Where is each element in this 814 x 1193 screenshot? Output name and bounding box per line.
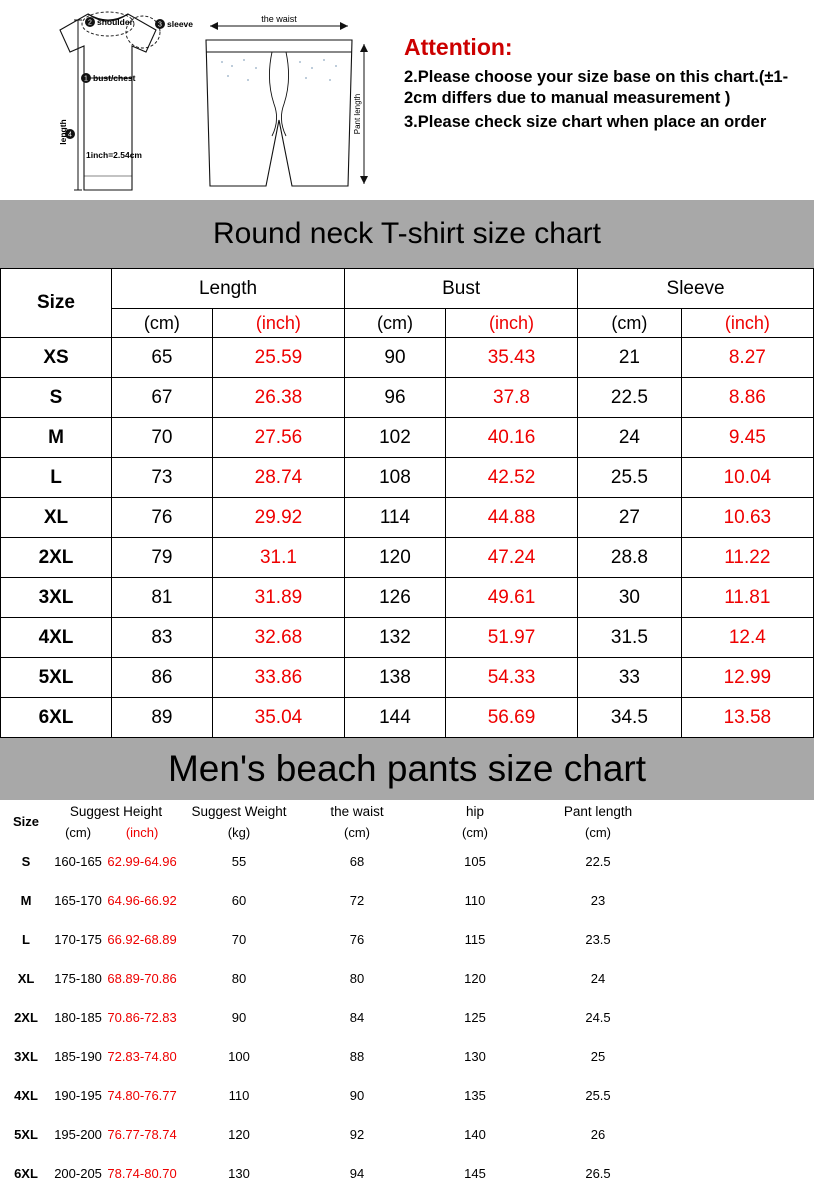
cell-sleeve-cm: 21 [578, 338, 682, 378]
cell-size: 6XL [1, 698, 112, 738]
cell-length-cm: 67 [112, 378, 213, 418]
cell-height-cm: 160-165 [54, 854, 102, 869]
svg-text:Pant length: Pant length [353, 93, 362, 135]
cell-length-inch: 32.68 [212, 618, 344, 658]
cell-sleeve-cm: 24 [578, 418, 682, 458]
cell-bust-cm: 114 [345, 498, 446, 538]
cell-hip: 145 [464, 1166, 486, 1181]
top-illustration-area [0, 0, 814, 200]
cell-length-cm: 76 [112, 498, 213, 538]
attention-title: Attention: [404, 34, 513, 60]
cell-weight: 90 [231, 1010, 247, 1025]
cell-bust-inch: 54.33 [445, 658, 577, 698]
cell-height-cm: 170-175 [54, 932, 102, 947]
cell-size: 4XL [1, 618, 112, 658]
cell-spacer [662, 881, 814, 920]
cell-waist: 92 [349, 1127, 365, 1142]
pants-unit-weight: (kg) [227, 824, 251, 840]
cell-bust-cm: 90 [345, 338, 446, 378]
pants-chart-title: Men's beach pants size chart [167, 748, 647, 789]
cell-sleeve-cm: 25.5 [578, 458, 682, 498]
cell-length-cm: 86 [112, 658, 213, 698]
cell-bust-cm: 132 [345, 618, 446, 658]
cell-weight: 130 [228, 1166, 250, 1181]
cell-height-inch: 68.89-70.86 [107, 971, 177, 986]
shirt-size-table [0, 268, 814, 738]
cell-height-inch: 74.80-76.77 [107, 1088, 177, 1103]
pants-table-row [0, 1037, 814, 1076]
cell-sleeve-inch: 12.99 [681, 658, 813, 698]
cell-hip: 125 [464, 1010, 486, 1025]
cell-length-inch: 28.74 [212, 458, 344, 498]
cell-height-cm: 200-205 [54, 1166, 102, 1181]
cell-size: M [1, 418, 112, 458]
pants-unit-length: (cm) [585, 824, 611, 840]
cell-waist: 88 [349, 1049, 365, 1064]
cell-size: 5XL [1, 658, 112, 698]
cell-spacer [662, 1076, 814, 1115]
cell-hip: 115 [464, 932, 486, 947]
pants-header-waist: the waist [330, 803, 384, 819]
cell-length-cm: 89 [112, 698, 213, 738]
cell-bust-inch: 37.8 [445, 378, 577, 418]
header-size: Size [1, 269, 112, 338]
unit-length-inch: (inch) [212, 309, 344, 338]
cell-waist: 68 [349, 854, 365, 869]
cell-height-inch: 76.77-78.74 [107, 1127, 177, 1142]
shirt-chart-title: Round neck T-shirt size chart [213, 217, 601, 250]
table-row [1, 458, 814, 498]
attention-line-2: 3.Please check size chart when place an order [404, 113, 767, 131]
cell-hip: 120 [464, 971, 486, 986]
svg-text:bust/chest: bust/chest [93, 73, 136, 83]
pants-size-table [0, 800, 814, 1193]
cell-sleeve-cm: 34.5 [578, 698, 682, 738]
shirt-chart-title-band [0, 200, 814, 268]
cell-size: L [22, 932, 30, 947]
cell-sleeve-inch: 8.86 [681, 378, 813, 418]
cell-bust-cm: 108 [345, 458, 446, 498]
cell-size: M [20, 893, 32, 908]
cell-sleeve-cm: 27 [578, 498, 682, 538]
table-row [1, 418, 814, 458]
cell-waist: 72 [349, 893, 365, 908]
cell-waist: 80 [349, 971, 365, 986]
cell-pant-length: 25.5 [585, 1088, 611, 1103]
unit-bust-cm: (cm) [345, 309, 446, 338]
pants-table-row [0, 881, 814, 920]
header-group-sleeve: Sleeve [578, 269, 814, 309]
cell-length-inch: 35.04 [212, 698, 344, 738]
cell-size: XL [17, 971, 35, 986]
pants-table-row [0, 998, 814, 1037]
cell-pant-length: 26.5 [585, 1166, 611, 1181]
cell-waist: 84 [349, 1010, 365, 1025]
cell-height-inch: 62.99-64.96 [107, 854, 177, 869]
unit-bust-inch: (inch) [445, 309, 577, 338]
table-row [1, 378, 814, 418]
cell-waist: 90 [349, 1088, 365, 1103]
cell-size: 6XL [14, 1166, 38, 1181]
cell-weight: 110 [228, 1088, 250, 1103]
table-row [1, 498, 814, 538]
pants-header-hip: hip [465, 803, 484, 819]
cell-sleeve-inch: 11.81 [681, 578, 813, 618]
cell-height-inch: 78.74-80.70 [107, 1166, 177, 1181]
cell-pant-length: 23.5 [585, 932, 611, 947]
cell-size: S [1, 378, 112, 418]
cell-length-cm: 73 [112, 458, 213, 498]
cell-height-inch: 64.96-66.92 [107, 893, 177, 908]
cell-length-cm: 70 [112, 418, 213, 458]
cell-waist: 94 [349, 1166, 365, 1181]
cell-bust-inch: 42.52 [445, 458, 577, 498]
svg-text:sleeve: sleeve [167, 19, 193, 29]
header-group-bust: Bust [345, 269, 578, 309]
pants-table-row [0, 842, 814, 881]
cell-sleeve-inch: 10.04 [681, 458, 813, 498]
cell-sleeve-cm: 28.8 [578, 538, 682, 578]
cell-height-cm: 165-170 [54, 893, 102, 908]
cell-length-inch: 25.59 [212, 338, 344, 378]
svg-text:2: 2 [88, 19, 92, 27]
cell-sleeve-cm: 31.5 [578, 618, 682, 658]
cell-sleeve-cm: 30 [578, 578, 682, 618]
cell-pant-length: 25 [590, 1049, 606, 1064]
cell-length-inch: 31.1 [212, 538, 344, 578]
cell-hip: 135 [464, 1088, 486, 1103]
cell-spacer [662, 1154, 814, 1193]
cell-hip: 110 [464, 893, 486, 908]
cell-spacer [662, 920, 814, 959]
svg-text:1: 1 [84, 75, 88, 83]
pants-header-height: Suggest Height [69, 803, 163, 819]
unit-sleeve-cm: (cm) [578, 309, 682, 338]
pants-table-row [0, 1115, 814, 1154]
cell-height-inch: 72.83-74.80 [107, 1049, 177, 1064]
cell-size: L [1, 458, 112, 498]
cell-length-inch: 31.89 [212, 578, 344, 618]
cell-size: S [21, 854, 31, 869]
table-row [1, 618, 814, 658]
cell-bust-inch: 56.69 [445, 698, 577, 738]
cell-spacer [662, 1115, 814, 1154]
cell-spacer [662, 1037, 814, 1076]
cell-sleeve-inch: 13.58 [681, 698, 813, 738]
pants-header-spacer [662, 800, 814, 842]
pants-table-row [0, 959, 814, 998]
cell-weight: 60 [231, 893, 247, 908]
cell-height-cm: 185-190 [54, 1049, 102, 1064]
cell-bust-cm: 120 [345, 538, 446, 578]
cell-sleeve-inch: 9.45 [681, 418, 813, 458]
unit-sleeve-inch: (inch) [681, 309, 813, 338]
cell-size: 3XL [14, 1049, 38, 1064]
cell-bust-inch: 47.24 [445, 538, 577, 578]
cell-waist: 76 [349, 932, 365, 947]
cell-bust-cm: 96 [345, 378, 446, 418]
cell-sleeve-inch: 8.27 [681, 338, 813, 378]
cell-hip: 140 [464, 1127, 486, 1142]
cell-pant-length: 26 [590, 1127, 606, 1142]
cell-bust-inch: 44.88 [445, 498, 577, 538]
cell-sleeve-inch: 10.63 [681, 498, 813, 538]
cell-bust-inch: 49.61 [445, 578, 577, 618]
pants-chart-title-band [0, 738, 814, 800]
header-group-length: Length [112, 269, 345, 309]
cell-length-cm: 65 [112, 338, 213, 378]
cell-weight: 80 [231, 971, 247, 986]
garment-measurement-diagram [0, 0, 400, 200]
pants-unit-waist: (cm) [344, 824, 370, 840]
pants-table-row [0, 1154, 814, 1193]
cell-pant-length: 22.5 [585, 854, 611, 869]
cell-height-inch: 70.86-72.83 [107, 1010, 177, 1025]
pants-table-row [0, 1076, 814, 1115]
svg-text:shoulder: shoulder [97, 17, 133, 27]
cell-size: XL [1, 498, 112, 538]
cell-sleeve-inch: 11.22 [681, 538, 813, 578]
svg-text:3: 3 [158, 21, 162, 29]
cell-pant-length: 24.5 [585, 1010, 611, 1025]
cell-length-cm: 81 [112, 578, 213, 618]
cell-bust-cm: 126 [345, 578, 446, 618]
unit-length-cm: (cm) [112, 309, 213, 338]
cell-bust-cm: 138 [345, 658, 446, 698]
table-row [1, 698, 814, 738]
cell-bust-inch: 51.97 [445, 618, 577, 658]
svg-text:4: 4 [68, 131, 72, 139]
table-row [1, 658, 814, 698]
cell-bust-inch: 35.43 [445, 338, 577, 378]
cell-bust-cm: 102 [345, 418, 446, 458]
cell-length-inch: 29.92 [212, 498, 344, 538]
cell-bust-cm: 144 [345, 698, 446, 738]
svg-text:1inch=2.54cm: 1inch=2.54cm [86, 150, 142, 160]
cell-length-inch: 26.38 [212, 378, 344, 418]
table-header-row [1, 269, 814, 309]
cell-weight: 120 [228, 1127, 250, 1142]
cell-length-cm: 83 [112, 618, 213, 658]
cell-pant-length: 23 [590, 893, 606, 908]
cell-length-inch: 33.86 [212, 658, 344, 698]
cell-bust-inch: 40.16 [445, 418, 577, 458]
table-unit-row [1, 309, 814, 338]
attention-line-1: 2.Please choose your size base on this chart.(±1-2cm differs due to manual measurement ) [404, 68, 789, 107]
pants-unit-height-inch: (inch) [125, 824, 159, 840]
cell-spacer [662, 959, 814, 998]
cell-height-cm: 175-180 [54, 971, 102, 986]
attention-block [404, 34, 804, 136]
cell-size: XS [1, 338, 112, 378]
cell-size: 2XL [14, 1010, 38, 1025]
cell-sleeve-cm: 33 [578, 658, 682, 698]
cell-size: 5XL [14, 1127, 38, 1142]
pants-table-row [0, 920, 814, 959]
cell-size: 2XL [1, 538, 112, 578]
cell-hip: 105 [464, 854, 486, 869]
table-row [1, 578, 814, 618]
svg-text:length: length [58, 119, 68, 145]
pants-header-length: Pant length [563, 803, 633, 819]
table-row [1, 338, 814, 378]
pants-header-weight: Suggest Weight [191, 803, 287, 819]
pants-unit-height-cm: (cm) [65, 824, 92, 840]
cell-hip: 130 [464, 1049, 486, 1064]
cell-height-cm: 190-195 [54, 1088, 102, 1103]
cell-length-cm: 79 [112, 538, 213, 578]
cell-sleeve-inch: 12.4 [681, 618, 813, 658]
pants-header-row [0, 800, 814, 822]
cell-sleeve-cm: 22.5 [578, 378, 682, 418]
cell-weight: 70 [231, 932, 247, 947]
cell-height-inch: 66.92-68.89 [107, 932, 177, 947]
cell-length-inch: 27.56 [212, 418, 344, 458]
cell-height-cm: 195-200 [54, 1127, 102, 1142]
cell-size: 3XL [1, 578, 112, 618]
cell-weight: 100 [228, 1049, 250, 1064]
table-row [1, 538, 814, 578]
pants-unit-hip: (cm) [462, 824, 488, 840]
svg-text:the waist: the waist [261, 14, 297, 24]
cell-spacer [662, 842, 814, 881]
cell-weight: 55 [231, 854, 247, 869]
cell-height-cm: 180-185 [54, 1010, 102, 1025]
pants-header-size: Size [12, 813, 39, 829]
cell-spacer [662, 998, 814, 1037]
cell-pant-length: 24 [590, 971, 606, 986]
cell-size: 4XL [14, 1088, 38, 1103]
